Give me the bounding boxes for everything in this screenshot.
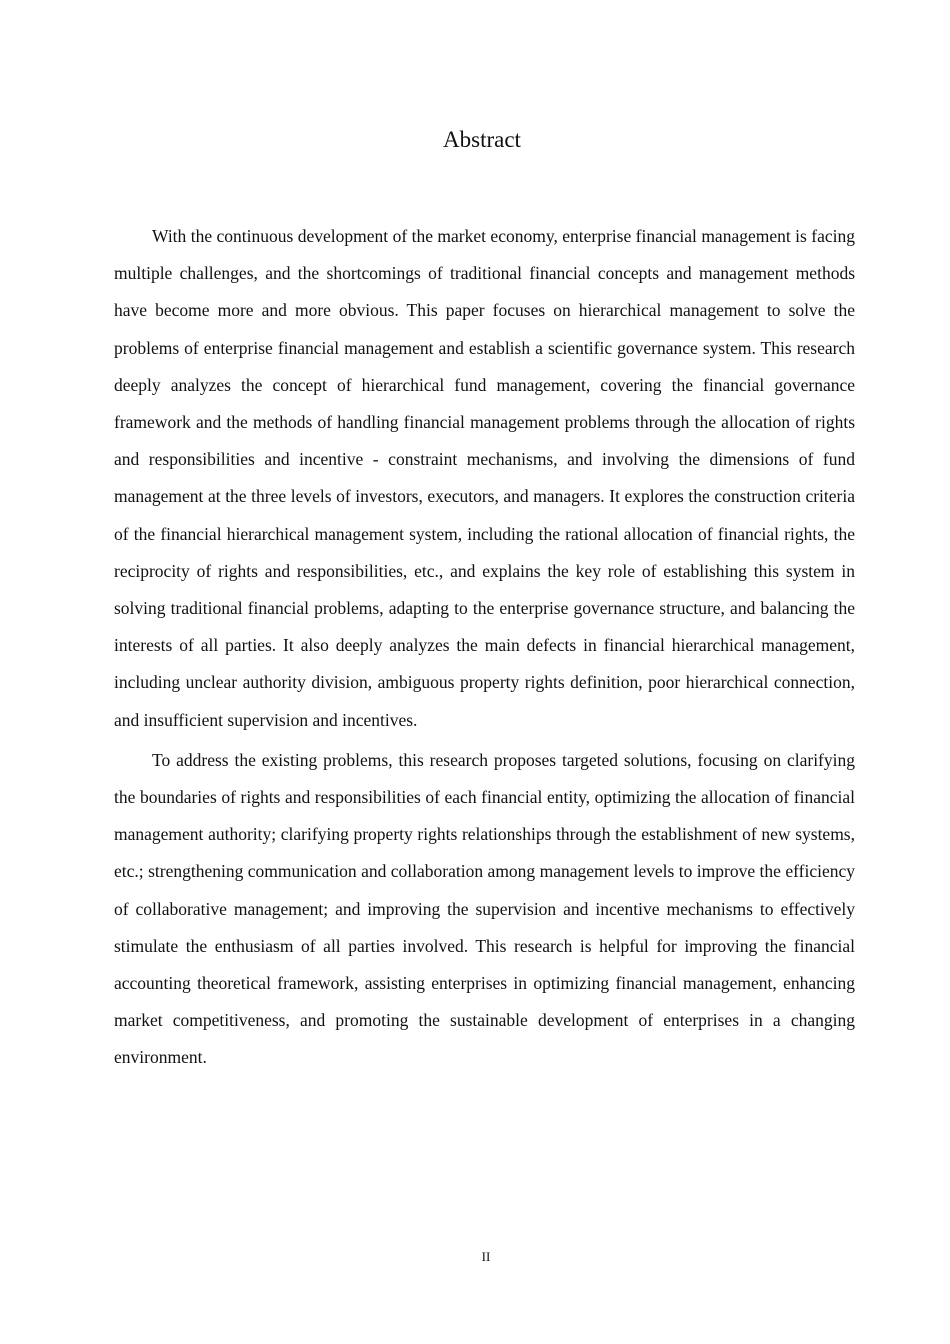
abstract-paragraph-2: To address the existing problems, this research proposes targeted solutions, focusing on clarifying the boundaries of rights and responsibilities of each financial entity, optimizing the allocation of financial management authority; clarifying property rights relationships through the establishment of new systems, etc.; strengthening communication and collaboration among management levels to improve the efficiency of collaborative management; and improving the supervision and incentive mechanisms to effectively stimulate the enthusiasm of all parties involved. This research is helpful for improving the financial accounting theoretical framework, assisting enterprises in optimizing financial management, enhancing market competitiveness, and promoting the sustainable development of enterprises in a changing environment. bbox=[114, 749, 855, 1068]
page-title: Abstract bbox=[443, 127, 521, 152]
abstract-body bbox=[114, 218, 855, 1080]
abstract-paragraph-1: With the continuous development of the market economy, enterprise financial management is facing multiple challenges, and the shortcomings of traditional financial concepts and management methods have become more and more obvious. This paper focuses on hierarchical management to solve the problems of enterprise financial management and establish a scientific governance system. This research deeply analyzes the concept of hierarchical fund management, covering the financial governance framework and the methods of handling financial management problems through the allocation of rights and responsibilities and incentive - constraint mechanisms, and involving the dimensions of fund management at the three levels of investors, executors, and managers. It explores the construction criteria of the financial hierarchical management system, including the rational allocation of financial rights, the reciprocity of rights and responsibilities, etc., and explains the key role of establishing this system in solving traditional financial problems, adapting to the enterprise governance structure, and balancing the interests of all parties. It also deeply analyzes the main defects in financial hierarchical management, including unclear authority division, ambiguous property rights definition, poor hierarchical connection, and insufficient supervision and incentives. bbox=[114, 226, 855, 730]
page-number: II bbox=[481, 1249, 491, 1264]
